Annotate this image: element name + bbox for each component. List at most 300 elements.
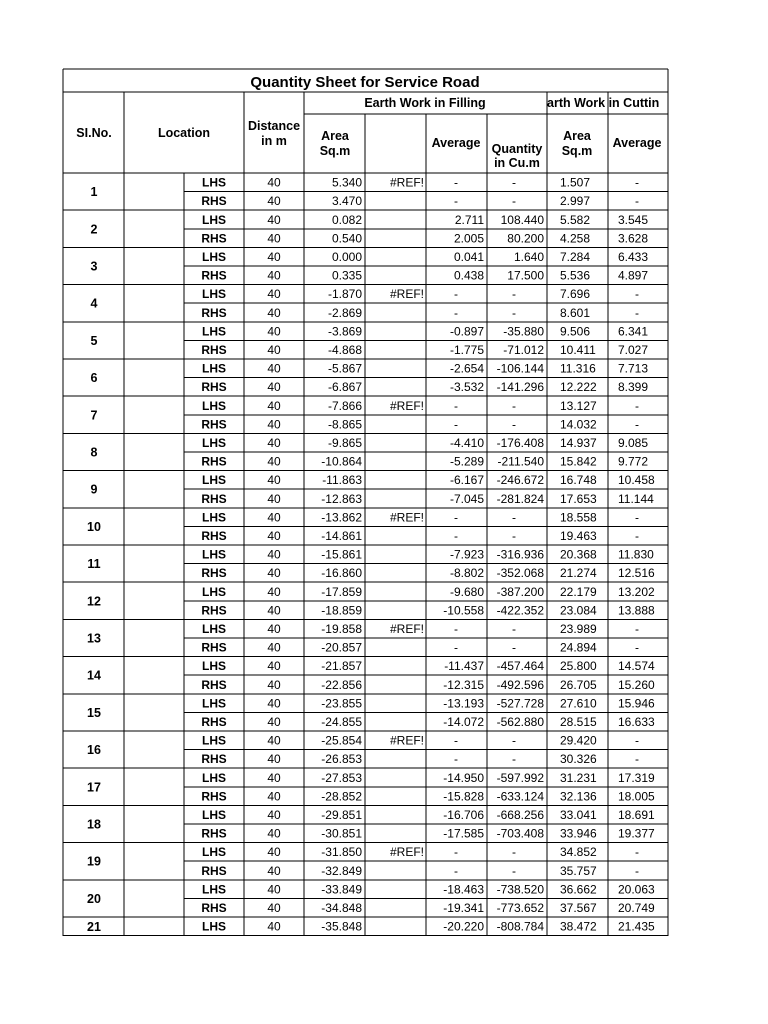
header-distance-line1: Distance [247, 119, 301, 133]
distance-value: 40 [267, 343, 281, 357]
distance-value: 40 [267, 808, 281, 822]
serial-number: 13 [87, 631, 101, 646]
ref-error: #REF! [389, 175, 424, 190]
area-value: -10.864 [321, 454, 362, 469]
ref-error: #REF! [389, 733, 424, 748]
cut-area-value: 18.558 [560, 510, 597, 525]
quantity-value: - [512, 622, 516, 636]
average-value: 2.005 [453, 231, 484, 246]
area-value: -21.857 [321, 659, 362, 674]
area-value: -28.852 [321, 789, 362, 804]
distance-value: 40 [267, 919, 281, 934]
cut-area-value: 22.179 [560, 584, 597, 599]
location-side: LHS [202, 808, 226, 822]
quantity-value: -492.596 [496, 677, 544, 692]
cut-area-value: 23.084 [560, 603, 597, 618]
quantity-value: -562.880 [496, 715, 544, 729]
area-value: -25.854 [321, 733, 362, 748]
location-side: LHS [202, 547, 226, 562]
location-side: RHS [201, 752, 227, 767]
distance-value: 40 [267, 212, 281, 227]
serial-number: 19 [87, 854, 101, 869]
area-value: -17.859 [321, 584, 362, 599]
distance-value: 40 [267, 715, 281, 729]
quantity-value: -316.936 [496, 547, 544, 562]
area-value: 0.082 [331, 212, 362, 227]
area-value: -35.848 [321, 919, 362, 934]
distance-value: 40 [267, 287, 281, 302]
average-value: 0.041 [453, 250, 484, 264]
location-side: LHS [202, 287, 226, 302]
serial-number: 10 [87, 519, 101, 534]
serial-number: 11 [87, 557, 101, 572]
quantity-value: -457.464 [496, 659, 544, 674]
distance-value: 40 [267, 733, 281, 748]
quantity-value: - [512, 752, 516, 767]
location-side: RHS [201, 789, 227, 804]
cut-area-value: 26.705 [560, 677, 597, 692]
average-value: -13.193 [443, 696, 484, 711]
quantity-value: -597.992 [496, 770, 544, 785]
quantity-value: - [512, 529, 516, 543]
cut-average-value: - [635, 733, 639, 748]
average-value: - [454, 398, 458, 413]
location-side: RHS [201, 454, 227, 469]
cut-average-value: 4.897 [618, 268, 649, 283]
distance-value: 40 [267, 659, 281, 674]
serial-number: 14 [87, 668, 101, 683]
location-side: RHS [201, 417, 227, 432]
location-side: LHS [202, 250, 226, 264]
quantity-value: - [512, 398, 516, 413]
quantity-value: -422.352 [496, 603, 544, 618]
distance-value: 40 [267, 454, 281, 469]
cut-area-value: 29.420 [560, 733, 597, 748]
average-value: -0.897 [449, 324, 484, 339]
location-side: RHS [201, 826, 227, 841]
area-value: -23.855 [321, 696, 362, 711]
location-side: RHS [201, 194, 227, 209]
serial-number: 16 [87, 743, 101, 758]
location-side: RHS [201, 491, 227, 506]
area-value: -33.849 [321, 882, 362, 897]
area-value: -22.856 [321, 677, 362, 692]
area-value: -9.865 [327, 436, 362, 450]
distance-value: 40 [267, 491, 281, 506]
location-side: RHS [201, 380, 227, 395]
location-side: LHS [202, 473, 226, 488]
distance-value: 40 [267, 584, 281, 599]
location-side: LHS [202, 622, 226, 636]
cut-area-value: 20.368 [560, 547, 597, 562]
area-value: -19.858 [321, 622, 362, 636]
cut-area-value: 15.842 [560, 454, 597, 469]
average-value: -7.923 [449, 547, 484, 562]
cut-average-value: - [635, 175, 639, 190]
distance-value: 40 [267, 529, 281, 543]
cut-area-value: 21.274 [560, 566, 597, 581]
header-location: Location [157, 126, 211, 140]
serial-number: 18 [87, 817, 101, 832]
average-value: - [454, 640, 458, 655]
ref-error: #REF! [389, 398, 424, 413]
cut-area-value: 9.506 [560, 324, 591, 339]
serial-number: 9 [90, 482, 98, 497]
header-area-line2: Sq.m [319, 144, 351, 158]
distance-value: 40 [267, 640, 281, 655]
serial-number: 15 [87, 705, 101, 720]
cut-average-value: 18.005 [618, 789, 655, 804]
distance-value: 40 [267, 789, 281, 804]
area-value: -5.867 [327, 361, 362, 376]
quantity-value: 108.440 [500, 212, 544, 227]
average-value: -4.410 [449, 436, 484, 450]
cut-area-value: 17.653 [560, 491, 597, 506]
location-side: RHS [201, 863, 227, 878]
area-value: -14.861 [321, 529, 362, 543]
cut-average-value: - [635, 863, 639, 878]
location-side: LHS [202, 845, 226, 860]
location-side: RHS [201, 603, 227, 618]
cut-average-value: - [635, 194, 639, 209]
location-side: LHS [202, 659, 226, 674]
quantity-value: -387.200 [496, 584, 544, 599]
average-value: -15.828 [443, 789, 484, 804]
quantity-value: -281.824 [496, 491, 544, 506]
average-value: - [454, 175, 458, 190]
quantity-value: -527.728 [496, 696, 544, 711]
average-value: -19.341 [443, 901, 484, 915]
location-side: LHS [202, 733, 226, 748]
serial-number: 21 [87, 919, 101, 934]
quantity-value: -773.652 [496, 901, 544, 915]
average-value: -3.532 [449, 380, 484, 395]
area-value: -30.851 [321, 826, 362, 841]
cut-average-value: - [635, 398, 639, 413]
average-value: - [454, 510, 458, 525]
serial-number: 6 [90, 371, 98, 386]
cut-area-value: 19.463 [560, 529, 597, 543]
area-value: -34.848 [321, 901, 362, 915]
cut-area-value: 23.989 [560, 622, 597, 636]
cut-average-value: 16.633 [618, 715, 655, 729]
area-value: 5.340 [331, 175, 362, 190]
location-side: LHS [202, 324, 226, 339]
location-side: RHS [201, 268, 227, 283]
average-value: -9.680 [449, 584, 484, 599]
cut-area-value: 33.946 [560, 826, 597, 841]
location-side: LHS [202, 919, 226, 934]
header-sl-no: SI.No. [76, 126, 112, 140]
ref-error: #REF! [389, 287, 424, 302]
serial-number: 2 [90, 222, 98, 237]
quantity-value: -106.144 [496, 361, 544, 376]
cut-average-value: 7.713 [618, 361, 649, 376]
average-value: -2.654 [449, 361, 484, 376]
location-side: LHS [202, 510, 226, 525]
area-value: -12.863 [321, 491, 362, 506]
average-value: 0.438 [453, 268, 484, 283]
location-side: RHS [201, 343, 227, 357]
serial-number: 3 [90, 259, 98, 274]
header-cut-average: Average [612, 136, 662, 150]
average-value: 2.711 [454, 212, 484, 227]
ref-error: #REF! [389, 622, 424, 636]
cut-area-value: 4.258 [560, 231, 591, 246]
location-side: RHS [201, 677, 227, 692]
quantity-value: - [512, 640, 516, 655]
area-value: -1.870 [327, 287, 362, 302]
location-side: RHS [201, 715, 227, 729]
area-value: -29.851 [321, 808, 362, 822]
average-value: -5.289 [449, 454, 484, 469]
cut-area-value: 10.411 [560, 343, 596, 357]
header-quantity-line2: in Cu.m [494, 156, 540, 170]
cut-area-value: 37.567 [560, 901, 597, 915]
quantity-value: -738.520 [496, 882, 544, 897]
average-value: -14.950 [443, 770, 484, 785]
cut-average-value: 13.202 [618, 584, 655, 599]
cut-average-value: - [635, 417, 639, 432]
header-area-line1: Area [321, 129, 349, 143]
location-side: RHS [201, 901, 227, 915]
quantity-value: - [512, 287, 516, 302]
serial-number: 1 [90, 185, 98, 200]
table-body [87, 176, 655, 934]
quantity-value: 1.640 [513, 250, 544, 264]
average-value: - [454, 622, 458, 636]
distance-value: 40 [267, 603, 281, 618]
distance-value: 40 [267, 826, 281, 841]
cut-average-value: 9.772 [618, 454, 649, 469]
area-value: -4.868 [327, 343, 362, 357]
quantity-value: - [512, 863, 516, 878]
distance-value: 40 [267, 770, 281, 785]
area-value: -20.857 [321, 640, 362, 655]
cut-average-value: 19.377 [618, 826, 655, 841]
cut-average-value: 12.516 [618, 566, 655, 581]
cut-area-value: 7.696 [560, 287, 591, 302]
cut-average-value: 7.027 [618, 343, 649, 357]
location-side: RHS [201, 566, 227, 581]
area-value: 0.000 [331, 250, 362, 264]
cut-area-value: 36.662 [560, 882, 597, 897]
location-side: LHS [202, 361, 226, 376]
cut-average-value: - [635, 845, 639, 860]
cut-average-value: 17.319 [618, 770, 655, 785]
area-value: -24.855 [321, 715, 362, 729]
average-value: - [454, 863, 458, 878]
serial-number: 12 [87, 594, 101, 609]
cut-area-value: 1.507 [560, 175, 591, 190]
distance-value: 40 [267, 398, 281, 413]
area-value: -26.853 [321, 752, 362, 767]
average-value: - [454, 752, 458, 767]
area-value: -2.869 [327, 305, 362, 320]
location-side: RHS [201, 529, 227, 543]
average-value: -8.802 [449, 566, 484, 581]
cut-average-value: 6.433 [618, 250, 649, 264]
distance-value: 40 [267, 547, 281, 562]
cut-average-value: 18.691 [618, 808, 655, 822]
average-value: - [454, 733, 458, 748]
cut-average-value: 9.085 [618, 436, 649, 450]
cut-average-value: 14.574 [618, 659, 655, 674]
cut-average-value: - [635, 305, 639, 320]
cut-area-value: 13.127 [560, 398, 597, 413]
location-side: LHS [202, 398, 226, 413]
distance-value: 40 [267, 417, 281, 432]
average-value: -14.072 [443, 715, 484, 729]
serial-number: 17 [87, 780, 101, 795]
header-filling-group: Earth Work in Filling [364, 96, 486, 110]
quantity-value: -352.068 [496, 566, 544, 581]
area-value: -16.860 [321, 566, 362, 581]
cut-area-value: 5.582 [560, 212, 591, 227]
header-average: Average [431, 136, 481, 150]
distance-value: 40 [267, 677, 281, 692]
header-cut-area-line1: Area [563, 129, 591, 143]
serial-number: 4 [90, 296, 98, 311]
cut-average-value: 21.435 [618, 919, 655, 934]
average-value: -11.437 [444, 659, 484, 674]
area-value: -18.859 [321, 603, 362, 618]
quantity-value: 80.200 [507, 231, 544, 246]
area-value: 3.470 [331, 194, 362, 209]
area-value: -3.869 [327, 324, 362, 339]
cut-area-value: 31.231 [560, 770, 597, 785]
cut-average-value: 20.749 [618, 901, 655, 915]
location-side: LHS [202, 212, 226, 227]
quantity-value: -808.784 [496, 919, 544, 934]
area-value: -8.865 [327, 417, 362, 432]
sheet-title: Quantity Sheet for Service Road [250, 74, 480, 91]
distance-value: 40 [267, 863, 281, 878]
average-value: -18.463 [443, 882, 484, 897]
distance-value: 40 [267, 622, 281, 636]
cut-average-value: 8.399 [618, 380, 649, 395]
cut-average-value: 13.888 [618, 603, 655, 618]
average-value: -10.558 [443, 603, 484, 618]
cut-area-value: 16.748 [560, 473, 597, 488]
cut-average-value: 3.545 [618, 212, 649, 227]
cut-area-value: 5.536 [560, 268, 591, 283]
distance-value: 40 [267, 361, 281, 376]
cut-area-value: 30.326 [560, 752, 597, 767]
ref-error: #REF! [389, 845, 424, 860]
distance-value: 40 [267, 882, 281, 897]
cut-area-value: 25.800 [560, 659, 597, 674]
average-value: - [454, 845, 458, 860]
location-side: LHS [202, 770, 226, 785]
location-side: LHS [202, 696, 226, 711]
cut-area-value: 28.515 [560, 715, 597, 729]
quantity-value: -633.124 [496, 789, 544, 804]
cut-average-value: 20.063 [618, 882, 655, 897]
area-value: -15.861 [321, 547, 362, 562]
distance-value: 40 [267, 324, 281, 339]
cut-average-value: 15.260 [618, 677, 655, 692]
cut-average-value: 11.830 [618, 547, 654, 562]
cut-area-value: 32.136 [560, 789, 597, 804]
cut-average-value: - [635, 640, 639, 655]
cut-area-value: 27.610 [560, 696, 597, 711]
area-value: -6.867 [327, 380, 362, 395]
distance-value: 40 [267, 380, 281, 395]
quantity-value: 17.500 [507, 268, 544, 283]
location-side: LHS [202, 584, 226, 599]
quantity-value: -35.880 [503, 324, 544, 339]
cut-average-value: - [635, 752, 639, 767]
quantity-value: - [512, 175, 516, 190]
distance-value: 40 [267, 268, 281, 283]
average-value: -1.775 [449, 343, 484, 357]
cut-area-value: 34.852 [560, 845, 597, 860]
average-value: - [454, 194, 458, 209]
cut-area-value: 11.316 [560, 361, 596, 376]
cut-average-value: - [635, 510, 639, 525]
quantity-value: -668.256 [496, 808, 544, 822]
area-value: -31.850 [321, 845, 362, 860]
area-value: 0.335 [331, 268, 362, 283]
cut-area-value: 38.472 [560, 919, 597, 934]
cut-area-value: 2.997 [560, 194, 591, 209]
cut-average-value: 11.144 [618, 491, 654, 506]
cut-average-value: - [635, 622, 639, 636]
quantity-value: -141.296 [496, 380, 544, 395]
location-side: LHS [202, 436, 226, 450]
area-value: -11.863 [322, 473, 362, 488]
area-value: -13.862 [321, 510, 362, 525]
distance-value: 40 [267, 473, 281, 488]
distance-value: 40 [267, 436, 281, 450]
average-value: -6.167 [449, 473, 484, 488]
average-value: -7.045 [449, 491, 484, 506]
quantity-value: -71.012 [503, 343, 544, 357]
cut-average-value: - [635, 287, 639, 302]
cut-area-value: 14.032 [560, 417, 597, 432]
average-value: - [454, 417, 458, 432]
serial-number: 20 [87, 891, 101, 906]
distance-value: 40 [267, 175, 281, 190]
distance-value: 40 [267, 752, 281, 767]
cut-average-value: 3.628 [618, 231, 649, 246]
quantity-value: - [512, 845, 516, 860]
average-value: - [454, 287, 458, 302]
cut-area-value: 7.284 [560, 250, 591, 264]
serial-number: 5 [90, 333, 98, 348]
area-value: 0.540 [331, 231, 362, 246]
quantity-value: -211.540 [497, 454, 544, 469]
average-value: -17.585 [443, 826, 484, 841]
average-value: -12.315 [443, 677, 484, 692]
cut-area-value: 24.894 [560, 640, 597, 655]
cut-average-value: 15.946 [618, 696, 655, 711]
location-side: LHS [202, 175, 226, 190]
distance-value: 40 [267, 901, 281, 915]
header-cut-area-line2: Sq.m [561, 144, 593, 158]
distance-value: 40 [267, 696, 281, 711]
location-side: RHS [201, 305, 227, 320]
distance-value: 40 [267, 305, 281, 320]
average-value: - [454, 305, 458, 320]
area-value: -32.849 [321, 863, 362, 878]
quantity-value: -176.408 [496, 436, 544, 450]
average-value: -20.220 [443, 919, 484, 934]
area-value: -27.853 [321, 770, 362, 785]
average-value: - [454, 529, 458, 543]
distance-value: 40 [267, 250, 281, 264]
